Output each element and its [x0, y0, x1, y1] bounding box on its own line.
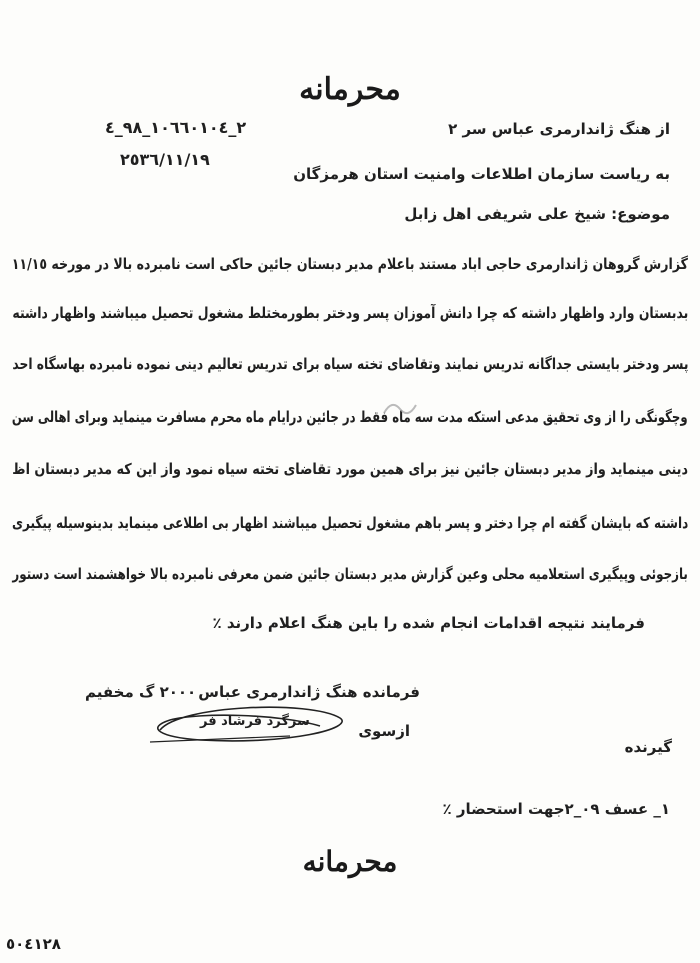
classification-heading-top: محرمانه: [299, 72, 401, 107]
from-label: ازسوی: [358, 722, 410, 740]
body-line: فرمایند نتیجه اقدامات انجام شده را باین هنگ اعلام دارند ٪: [212, 614, 645, 632]
classification-heading-bottom: محرمانه: [302, 845, 398, 878]
sender-line: از هنگ ژاندارمری عباس سر ٢: [448, 120, 670, 138]
document-date: ٢٥٣٦/١١/١٩: [120, 150, 210, 169]
body-line: پسر ودختر بایستی جداگانه تدریس نمایند وتقاضای تخته سیاه برای تدریس تعالیم دینی نموده نامبرده بهاسگاه احد: [11, 355, 688, 373]
body-line: داشته که بایشان گفته ام چرا دختر و پسر باهم مشغول تحصیل میباشند اظهار بی اطلاعی مینماید بدینوسیله پیگیری: [11, 514, 688, 532]
body-line: بدبستان وارد واظهار داشته که چرا دانش آموزان پسر ودختر بطورمختلط مشغول تحصیل میباشند واظهار داشته: [12, 304, 688, 322]
body-line: دینی مینماید واز مدیر دبستان جائین نیز برای همین مورد تقاضای تخته سیاه نمود واز این که مدیر دبستان اظ: [12, 460, 688, 478]
body-line: وچگونگی را از وی تحقیق مدعی استکه مدت سه ماه فقط در جائین درایام ماه محرم مسافرت مینماید وبرای اهالی سن: [12, 408, 688, 426]
signature-name: سرگرد فرشاد فر: [200, 714, 310, 729]
faint-stamp-mark: [380, 395, 420, 421]
body-line: بازجوئی وپیگیری استعلامیه محلی وعین گزارش مدیر دبستان جائین ضمن معرفی نامبرده بالا خواهشمند است دستور: [12, 565, 688, 583]
closing-line: فرمانده هنگ ژاندارمری عباس: [198, 683, 420, 701]
stamp-icon: [380, 395, 420, 421]
body-line: گزارش گروهان ژاندارمری حاجی اباد مستند باعلام مدیر دبستان جائین حاکی است نامبرده بالا در مورخه ١١/١٥: [11, 255, 688, 273]
recipient-line: به ریاست سازمان اطلاعات وامنیت استان هرمزگان: [293, 165, 670, 183]
recipients-label: گیرنده: [624, 738, 672, 756]
distribution-line: ١_ عسف ٠٩_٢جهت استحضار ٪: [442, 800, 670, 818]
archive-number: ٥٠٤١٢٨: [6, 935, 61, 953]
subject-line: موضوع: شیخ علی شریفی اهل زابل: [404, 205, 670, 223]
closing-left-note: ٢٠٠٠ گ مخفیم: [85, 683, 197, 701]
reference-number: ٢_١٠٦٦٠١٠٤_٩٨_٤: [105, 118, 247, 137]
